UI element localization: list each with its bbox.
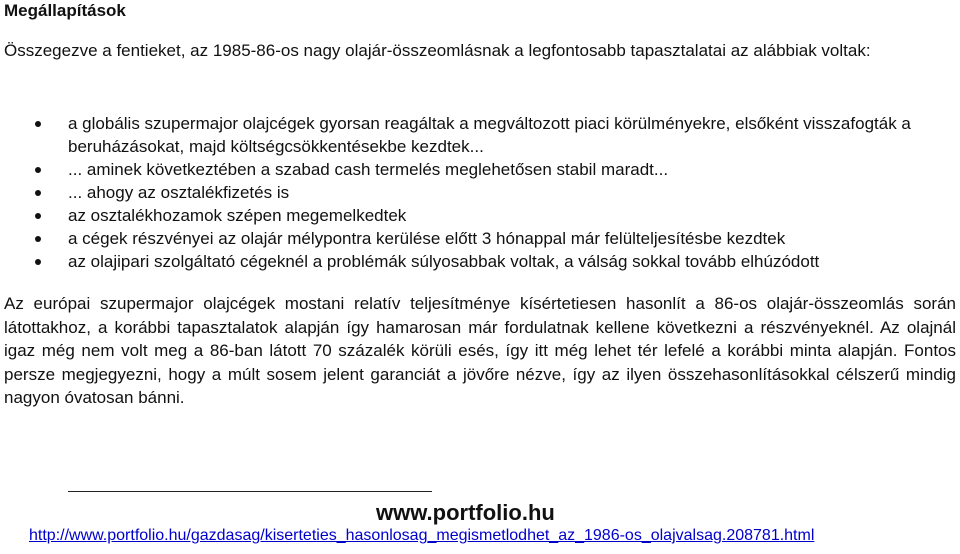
bullet-icon [35,236,41,242]
bullet-icon [35,167,41,173]
list-item [4,112,956,158]
list-item [4,181,956,204]
source-link[interactable]: http://www.portfolio.hu/gazdasag/kiserteties_hasonlosag_megismetlodhet_az_1986-os_olajvalsag.208781.html [29,527,815,544]
list-item-text: ... aminek következtében a szabad cash termelés meglehetősen stabil maradt... [68,160,669,179]
list-item-text: az osztalékhozamok szépen megemelkedtek [68,206,407,225]
list-item [4,158,956,181]
bullet-icon [35,213,41,219]
list-item-text: ... ahogy az osztalékfizetés is [68,183,290,202]
list-item [4,250,956,273]
intro-paragraph: Összegezve a fentieket, az 1985-86-os nagy olajár-összeomlásnak a legfontosabb tapasztalatai az alábbiak voltak: [4,41,871,60]
list-item [4,227,956,250]
bullet-icon [35,190,41,196]
section-heading: Megállapítások [4,1,126,20]
site-brand: www.portfolio.hu [376,500,555,525]
list-item-text: az olajipari szolgáltató cégeknél a problémák súlyosabbak voltak, a válság sokkal tovább elhúzódott [68,252,820,271]
findings-list [4,112,956,273]
footer-divider [68,491,432,492]
list-item-text: a cégek részvényei az olajár mélypontra kerülése előtt 3 hónappal már felülteljesítésbe kezdtek [68,229,786,248]
list-item-text: a globális szupermajor olajcégek gyorsan reagáltak a megváltozott piaci körülményekre, elsőként visszafogták a beruházásokat, majd költségcsökkentésekbe kezdtek... [68,114,911,156]
body-paragraph: Az európai szupermajor olajcégek mostani relatív teljesítménye kísértetiesen hasonlít a 86-os olajár-összeomlás során látottakhoz, a korábbi tapasztalatok alapján így hamarosan már fordulatnak kellene következni a részvényeknél. Az olajnál igaz még nem volt meg a 86-ban látott 70 százalék körüli esés, így itt még lehet tér lefelé a korábbi minta alapján. Fontos persze megjegyezni, hogy a múlt sosem jelent garanciát a jövőre nézve, így az ilyen összehasonlításokkal célszerű mindig nagyon óvatosan bánni. [4,294,956,407]
list-item [4,204,956,227]
bullet-icon [35,121,41,127]
bullet-icon [35,259,41,265]
